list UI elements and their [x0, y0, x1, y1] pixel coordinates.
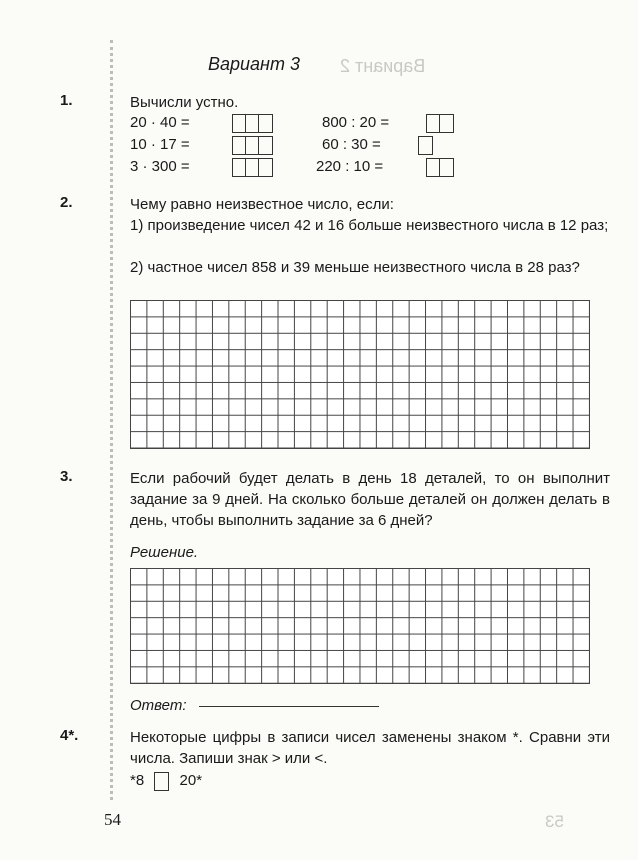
task1-row-2-left	[130, 136, 273, 155]
task3-solution-label: Решение.	[130, 544, 199, 561]
task3-answer-row	[130, 697, 379, 714]
task1-row-3-right	[316, 158, 454, 177]
task4-comparison	[130, 772, 202, 791]
answer-boxes[interactable]	[232, 114, 273, 133]
bleed-through-title: Вариант 2	[340, 56, 426, 76]
task3-number: 3.	[60, 468, 73, 485]
variant-title: Вариант 3	[208, 54, 300, 74]
expression: 60 : 30 =	[322, 136, 381, 154]
task2-intro: Чему равно неизвестное число, если:	[130, 196, 394, 213]
page-number: 54	[104, 810, 121, 829]
answer-boxes[interactable]	[418, 136, 433, 155]
task1-row-2-right	[322, 136, 433, 155]
task2-number: 2.	[60, 194, 73, 211]
comparison-sign-box[interactable]	[154, 772, 169, 791]
expression: 220 : 10 =	[316, 158, 384, 176]
answer-boxes[interactable]	[426, 158, 454, 177]
expression: 800 : 20 =	[322, 114, 390, 132]
task3-text: Если рабочий будет делать в день 18 деталей, то он выполнит задание за 9 дней. На сколько больше деталей он должен делать в день, чтобы выполнить задание за 6 дней?	[130, 470, 610, 529]
expression: 20 · 40 =	[130, 114, 190, 132]
task1-number: 1.	[60, 92, 73, 109]
task1-row-1-right	[322, 114, 454, 133]
task2-item-2: 2) частное чисел 858 и 39 меньше неизвестного числа в 28 раз?	[130, 259, 580, 276]
answer-label: Ответ:	[130, 697, 187, 714]
task1-row-3-left	[130, 158, 273, 177]
task4-number: 4*.	[60, 727, 79, 744]
task2-item-1: 1) произведение чисел 42 и 16 больше неизвестного числа в 12 раз;	[130, 217, 609, 234]
answer-boxes[interactable]	[232, 158, 273, 177]
answer-boxes[interactable]	[232, 136, 273, 155]
task1-row-1-left	[130, 114, 273, 133]
margin-dotted-line	[110, 40, 113, 800]
expression: 3 · 300 =	[130, 158, 190, 176]
task2-work-grid[interactable]	[130, 300, 590, 449]
right-expression: 20*	[179, 772, 203, 790]
left-expression: *8	[130, 772, 145, 790]
task4-text: Некоторые цифры в записи чисел заменены знаком *. Сравни эти числа. Запиши знак > или <.	[130, 729, 610, 767]
bleed-through-page-number: 53	[545, 812, 564, 831]
task1-instruction: Вычисли устно.	[130, 94, 239, 111]
expression: 10 · 17 =	[130, 136, 190, 154]
answer-line[interactable]	[199, 706, 379, 707]
answer-boxes[interactable]	[426, 114, 454, 133]
task3-work-grid[interactable]	[130, 568, 590, 684]
